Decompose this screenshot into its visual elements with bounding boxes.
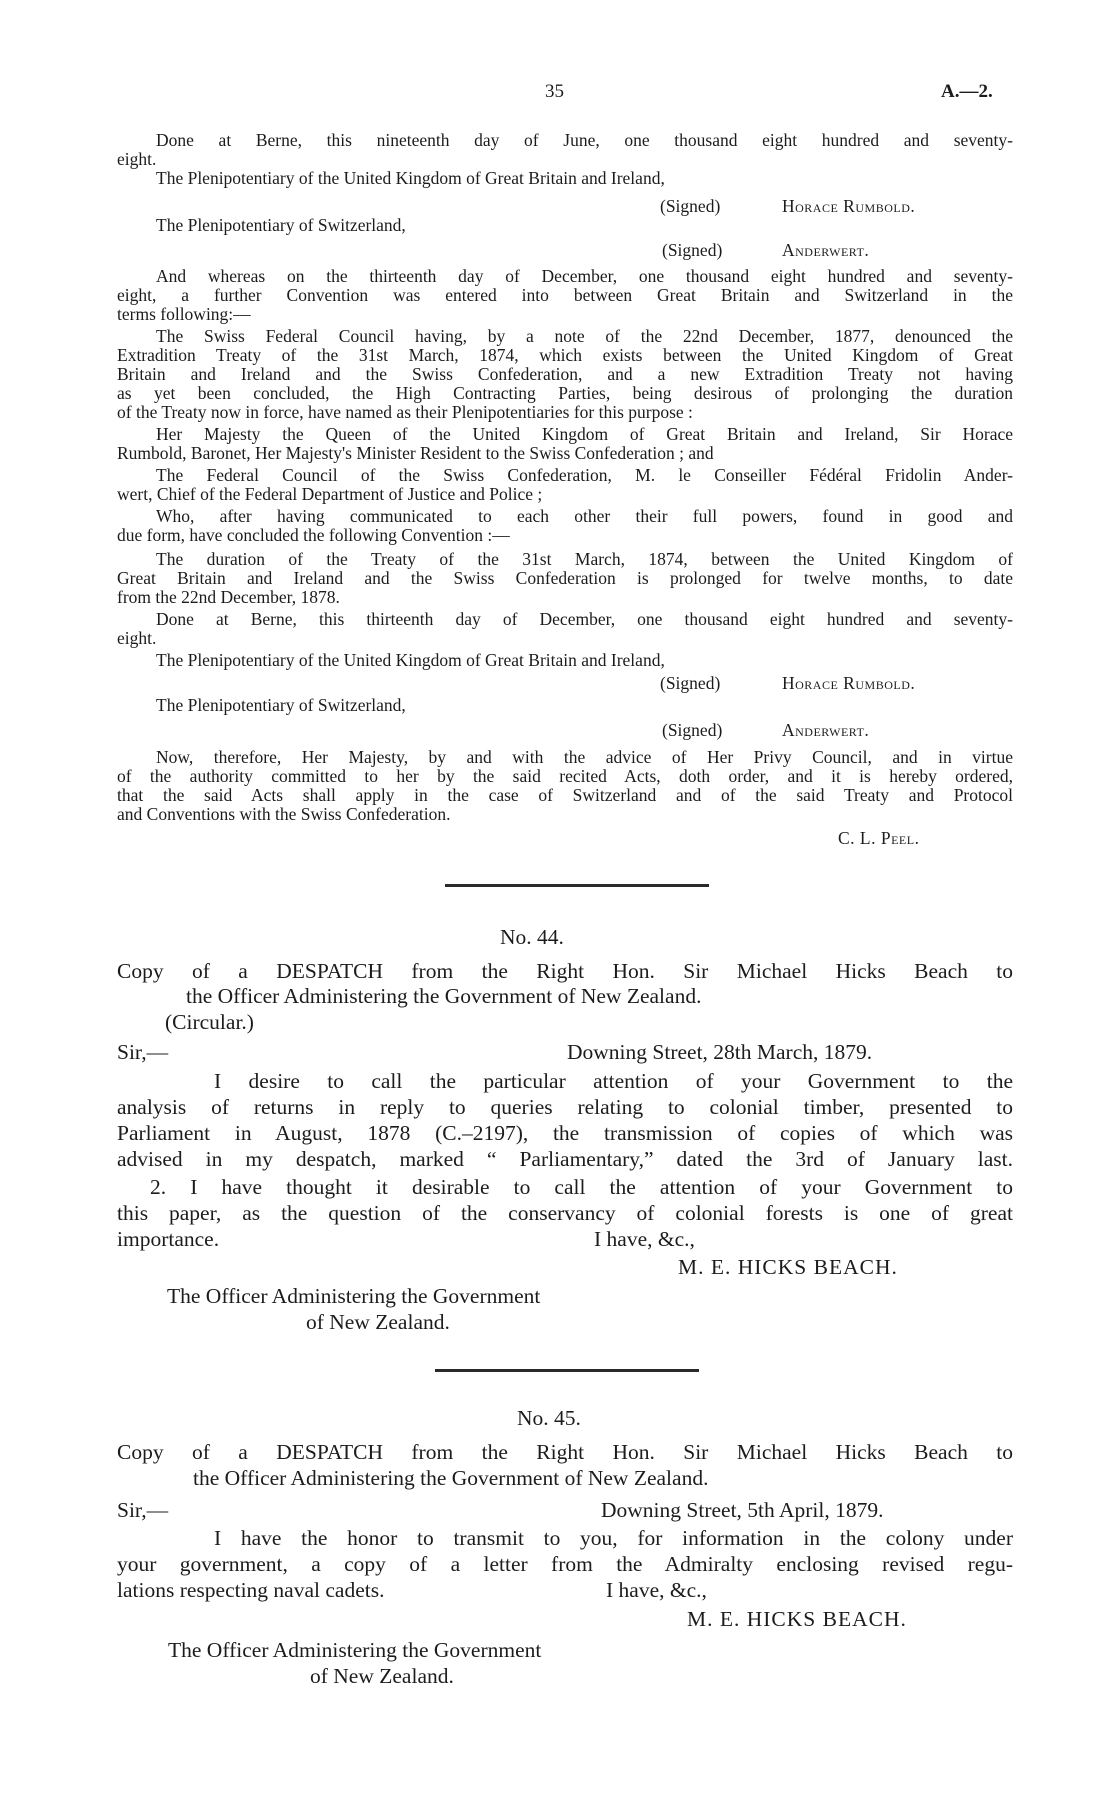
place-date: Downing Street, 28th March, 1879. xyxy=(567,1040,873,1064)
closing: I have, &c., xyxy=(594,1227,695,1251)
paragraph-line: that the said Acts shall apply in the case of Switzerland and of the said Treaty and Protocol xyxy=(117,785,1013,805)
signature-anderwert: Anderwert. xyxy=(782,720,870,740)
plenipotentiary-uk: The Plenipotentiary of the United Kingdom of Great Britain and Ireland, xyxy=(156,168,665,188)
paragraph-line: 2. I have thought it desirable to call the attention of your Government to xyxy=(150,1175,1013,1199)
despatch-title: Copy of a DESPATCH from the Right Hon. Sir Michael Hicks Beach to xyxy=(117,1440,1013,1464)
paragraph-line: as yet been concluded, the High Contracting Parties, being desirous of prolonging the duration xyxy=(117,383,1013,403)
done-at-berne-end: eight. xyxy=(117,628,157,648)
despatch-number: No. 44. xyxy=(500,925,564,949)
done-at-berne-line: Done at Berne, this thirteenth day of December, one thousand eight hundred and seventy- xyxy=(156,609,1013,629)
signature-hicks-beach: M. E. HICKS BEACH. xyxy=(687,1607,907,1631)
paragraph-line: importance. xyxy=(117,1227,220,1251)
done-at-berne-line: Done at Berne, this nineteenth day of June, one thousand eight hundred and seventy- xyxy=(156,130,1013,150)
signed-label: (Signed) xyxy=(662,720,723,740)
despatch-title: Copy of a DESPATCH from the Right Hon. Sir Michael Hicks Beach to xyxy=(117,959,1013,983)
page-number: 35 xyxy=(545,81,564,102)
signed-label: (Signed) xyxy=(662,240,723,260)
signature-hicks-beach: M. E. HICKS BEACH. xyxy=(678,1255,898,1279)
signature-peel: C. L. Peel. xyxy=(838,828,920,848)
place-date: Downing Street, 5th April, 1879. xyxy=(601,1498,884,1522)
paragraph-line: I desire to call the particular attention of your Government to the xyxy=(214,1069,1013,1093)
paragraph-line: Who, after having communicated to each other their full powers, found in good and xyxy=(156,506,1013,526)
paragraph-line: from the 22nd December, 1878. xyxy=(117,587,340,607)
paragraph-line: wert, Chief of the Federal Department of Justice and Police ; xyxy=(117,484,543,504)
paragraph-line: Rumbold, Baronet, Her Majesty's Minister Resident to the Swiss Confederation ; and xyxy=(117,443,714,463)
signed-label: (Signed) xyxy=(660,196,721,216)
paragraph-line: of the Treaty now in force, have named as their Plenipotentiaries for this purpose : xyxy=(117,402,693,422)
paragraph-line: The Federal Council of the Swiss Confederation, M. le Conseiller Fédéral Fridolin Ander- xyxy=(156,465,1013,485)
paragraph-line: your government, a copy of a letter from the Admiralty enclosing revised regu- xyxy=(117,1552,1013,1576)
despatch-title: the Officer Administering the Government of New Zealand. xyxy=(193,1466,709,1490)
paragraph-line: terms following:— xyxy=(117,304,251,324)
signature-anderwert: Anderwert. xyxy=(782,240,870,260)
paragraph-line: The duration of the Treaty of the 31st March, 1874, between the United Kingdom of xyxy=(156,549,1013,569)
plenipotentiary-switzerland: The Plenipotentiary of Switzerland, xyxy=(156,215,406,235)
paragraph-line: Extradition Treaty of the 31st March, 1874, which exists between the United Kingdom of Great xyxy=(117,345,1013,365)
signature-rumbold: Horace Rumbold. xyxy=(782,673,916,693)
section-divider xyxy=(435,1369,699,1372)
paragraph-line: I have the honor to transmit to you, for information in the colony under xyxy=(214,1526,1013,1550)
paragraph-line: The Swiss Federal Council having, by a note of the 22nd December, 1877, denounced the xyxy=(156,326,1013,346)
paragraph-line: this paper, as the question of the conservancy of colonial forests is one of great xyxy=(117,1201,1013,1225)
paragraph-line: Parliament in August, 1878 (C.–2197), the transmission of copies of which was xyxy=(117,1121,1013,1145)
paragraph-line: of the authority committed to her by the said recited Acts, doth order, and it is hereby ordered, xyxy=(117,766,1013,786)
paper-reference: A.—2. xyxy=(941,81,993,102)
plenipotentiary-switzerland: The Plenipotentiary of Switzerland, xyxy=(156,695,406,715)
paragraph-line: analysis of returns in reply to queries relating to colonial timber, presented to xyxy=(117,1095,1013,1119)
salutation: Sir,— xyxy=(117,1498,169,1522)
closing: I have, &c., xyxy=(606,1578,707,1602)
paragraph-line: And whereas on the thirteenth day of December, one thousand eight hundred and seventy- xyxy=(156,266,1013,286)
plenipotentiary-uk: The Plenipotentiary of the United Kingdom of Great Britain and Ireland, xyxy=(156,650,665,670)
signed-label: (Signed) xyxy=(660,673,721,693)
salutation: Sir,— xyxy=(117,1040,169,1064)
paragraph-line: Great Britain and Ireland and the Swiss Confederation is prolonged for twelve months, to date xyxy=(117,568,1013,588)
paragraph-line: due form, have concluded the following Convention :— xyxy=(117,525,510,545)
paragraph-line: advised in my despatch, marked “ Parliamentary,” dated the 3rd of January last. xyxy=(117,1147,1013,1171)
addressee: of New Zealand. xyxy=(306,1310,450,1334)
signature-rumbold: Horace Rumbold. xyxy=(782,196,916,216)
paragraph-line: lations respecting naval cadets. xyxy=(117,1578,385,1602)
paragraph-line: Her Majesty the Queen of the United Kingdom of Great Britain and Ireland, Sir Horace xyxy=(156,424,1013,444)
done-at-berne-end: eight. xyxy=(117,149,157,169)
despatch-title: the Officer Administering the Government of New Zealand. xyxy=(186,984,702,1008)
paragraph-line: Now, therefore, Her Majesty, by and with the advice of Her Privy Council, and in virtue xyxy=(156,747,1013,767)
paragraph-line: and Conventions with the Swiss Confederation. xyxy=(117,804,451,824)
paragraph-line: Britain and Ireland and the Swiss Confederation, and a new Extradition Treaty not having xyxy=(117,364,1013,384)
section-divider xyxy=(445,884,709,887)
addressee: The Officer Administering the Government xyxy=(168,1638,542,1662)
despatch-number: No. 45. xyxy=(517,1406,581,1430)
addressee: The Officer Administering the Government xyxy=(167,1284,541,1308)
circular-note: (Circular.) xyxy=(165,1010,254,1034)
addressee: of New Zealand. xyxy=(310,1664,454,1688)
paragraph-line: eight, a further Convention was entered into between Great Britain and Switzerland in the xyxy=(117,285,1013,305)
